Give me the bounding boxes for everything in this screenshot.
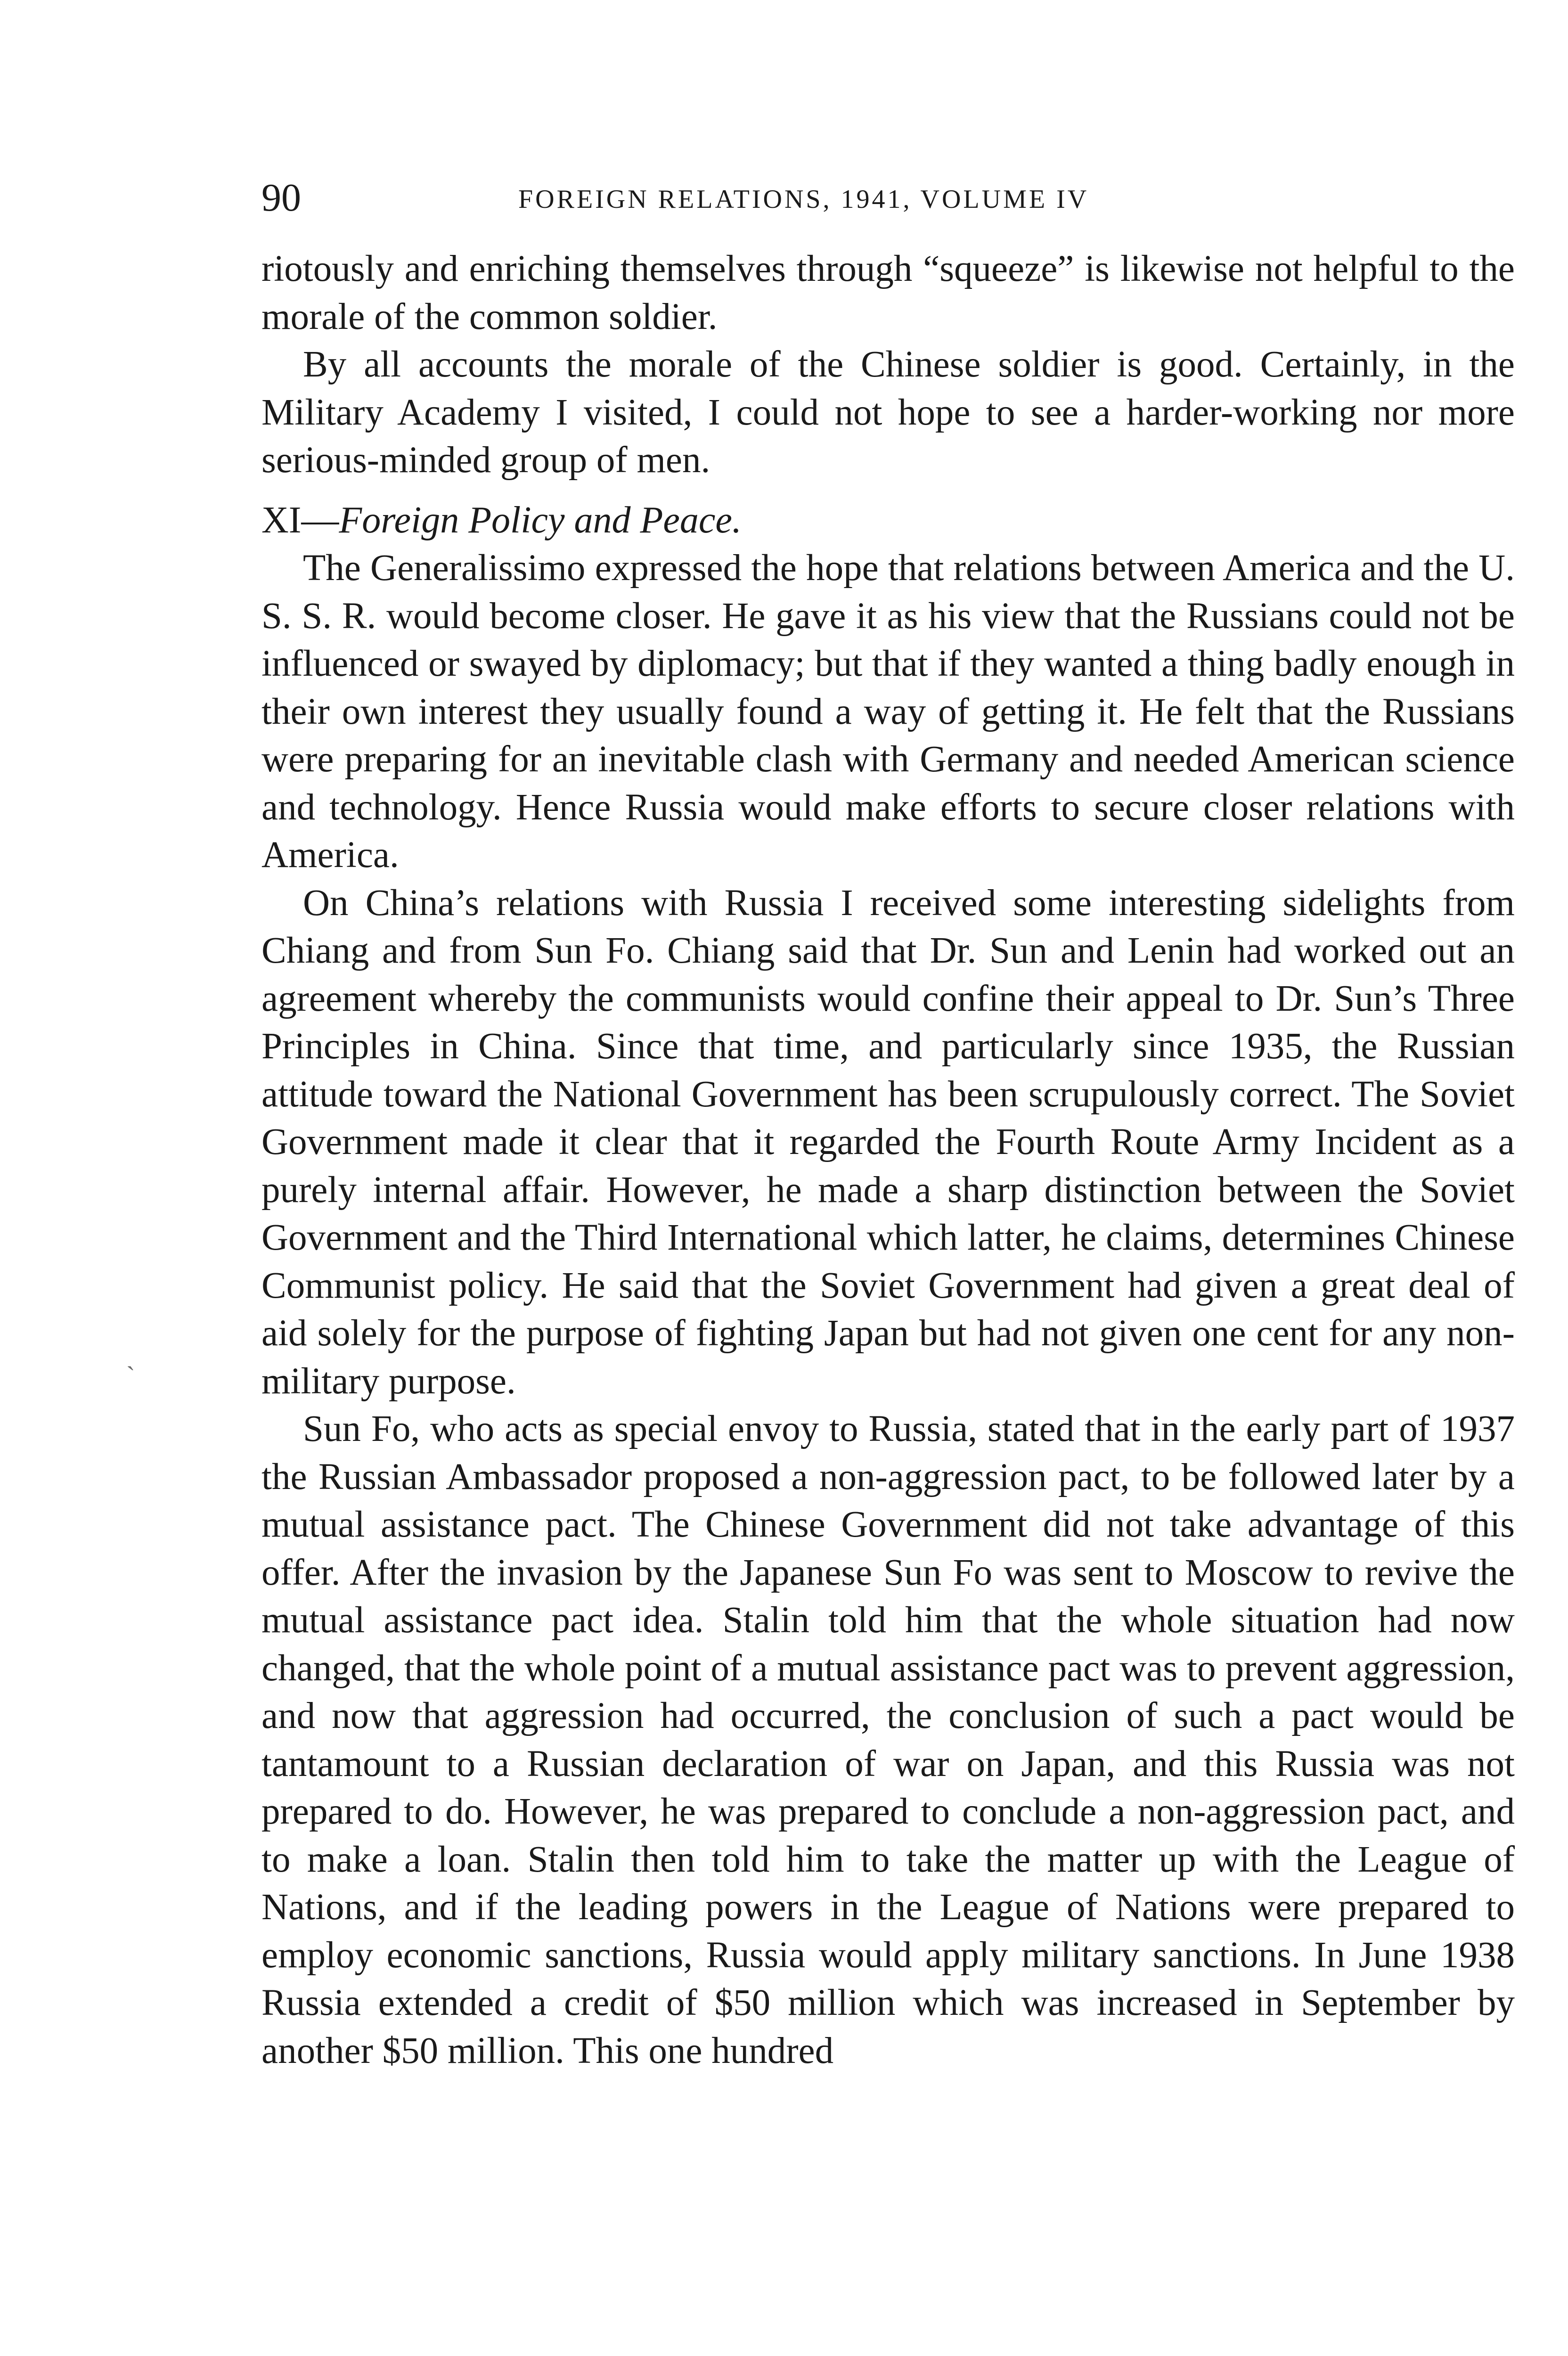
paragraph-sun-fo: Sun Fo, who acts as special envoy to Russia, stated that in the early part of 1937 the Russian Ambassador proposed a non-aggression pact, to be followed later by a mutual assistance pact. The Chinese Government did not take advantage of this offer. After the invasion by the Japanese Sun Fo was sent to Moscow to revive the mutual assistance pact idea. Stalin told him that the whole situation had now changed, that the whole point of a mutual assistance pact was to prevent aggression, and now that aggression had occurred, the conclusion of such a pact would be tantamount to a Russian declaration of war on Japan, and this Russia was not prepared to do. However, he was prepared to conclude a non-aggression pact, and to make a loan. Stalin then told him to take the matter up with the League of Nations, and if the leading powers in the League of Nations were prepared to employ economic sanctions, Russia would apply military sanctions. In June 1938 Russia extended a credit of $50 million which was increased in September by another $50 million. This one hundred: [261, 1408, 1515, 2071]
margin-mark: ˎ: [126, 1342, 135, 1371]
paragraph-morale: By all accounts the morale of the Chinese soldier is good. Certainly, in the Military Academy I visited, I could not hope to see a harder-working nor more serious-minded group of men.: [261, 344, 1515, 481]
section-heading: [261, 497, 1515, 545]
running-head: [261, 174, 1515, 226]
running-head-title: FOREIGN RELATIONS, 1941, VOLUME IV: [518, 185, 1089, 214]
section-title: Foreign Policy and Peace.: [339, 499, 742, 541]
paragraph-generalissimo: The Generalissimo expressed the hope that relations between America and the U. S. S. R. would become closer. He gave it as his view that the Russians could not be influenced or swayed by diplomacy; but that if they wanted a thing badly enough in their own interest they usually found a way of getting it. He felt that the Russians were preparing for an inevitable clash with Germany and needed American science and technology. Hence Russia would make efforts to secure closer relations with America.: [261, 548, 1515, 875]
section-number: XI—: [261, 499, 339, 541]
document-page: [261, 174, 1515, 2075]
page-number: 90: [261, 176, 301, 220]
body-text: [261, 245, 1515, 2075]
paragraph-china-russia: On China’s relations with Russia I received some interesting sidelights from Chiang and from Sun Fo. Chiang said that Dr. Sun and Lenin had worked out an agreement whereby the communists would confine their appeal to Dr. Sun’s Three Principles in China. Since that time, and particularly since 1935, the Russian attitude toward the National Government has been scrupulously correct. The Soviet Government made it clear that it regarded the Fourth Route Army Incident as a purely internal affair. However, he made a sharp distinction between the Soviet Government and the Third International which latter, he claims, determines Chinese Communist policy. He said that the Soviet Government had given a great deal of aid solely for the purpose of fighting Japan but had not given one cent for any non-military purpose.: [261, 882, 1515, 1402]
paragraph-continued: riotously and enriching themselves through “squeeze” is likewise not helpful to the morale of the common soldier.: [261, 248, 1515, 337]
